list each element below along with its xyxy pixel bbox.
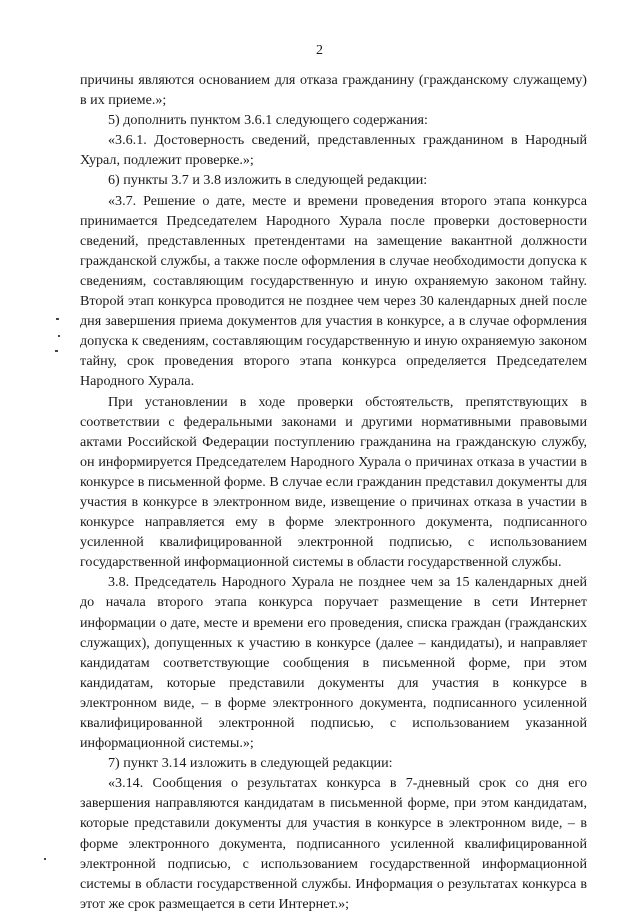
paragraph: 7) пункт 3.14 изложить в следующей редакции:: [108, 755, 393, 772]
paragraph: причины являются основанием для отказа гражданину (гражданскому служащему) в их приеме.»;: [80, 72, 587, 109]
document-body: [80, 70, 587, 914]
scan-mark: [44, 858, 46, 860]
scan-mark: [55, 350, 58, 352]
paragraph: 3.8. Председатель Народного Хурала не позднее чем за 15 календарных дней до начала второго этапа конкурса поручает размещение в сети Интернет информации о дате, месте и времени его проведения, списка граждан (гражданских служащих), допущенных к участию в конкурсе (далее – кандидаты), и направляет кандидатам соответствующие сообщения в письменной форме, при этом кандидатам, которые представили документы для участия в конкурсе в электронном виде, – в форме электронного документа, подписанного усиленной квалифицированной электронной подписью, с использованием указанной информационной системы.»;: [80, 574, 587, 752]
scan-mark: [58, 335, 60, 337]
paragraph: «3.7. Решение о дате, месте и времени проведения второго этапа конкурса принимается Председателем Народного Хурала после проверки достоверности сведений, представленных претендентами на замещение вакантной должности гражданской службы, а также после оформления в случае необходимости допуска к сведениям, составляющим государственную и иную охраняемую законом тайну. Второй этап конкурса проводится не позднее чем через 30 календарных дней после дня завершения приема документов для участия в конкурсе, а в случае оформления допуска к сведениям, составляющим государственную и иную охраняемую законом тайну, срок проведения второго этапа конкурса определяется Председателем Народного Хурала.: [80, 192, 587, 390]
paragraph: 5) дополнить пунктом 3.6.1 следующего содержания:: [108, 112, 428, 129]
paragraph: При установлении в ходе проверки обстоятельств, препятствующих в соответствии с федеральными законами и другими нормативными правовыми актами Российской Федерации поступлению гражданина на гражданскую службу, он информируется Председателем Народного Хурала о причинах отказа в участии в конкурсе в письменной форме. В случае если гражданин представил документы для участия в конкурсе в электронном виде, извещение о причинах отказа в участии в конкурсе направляется ему в форме электронного документа, подписанного усиленной квалифицированной электронной подписью, с использованием государственной информационной системы в области государственной службы.: [80, 393, 587, 571]
scan-mark: [56, 318, 59, 320]
paragraph: 6) пункты 3.7 и 3.8 изложить в следующей редакции:: [108, 172, 428, 189]
paragraph: «3.14. Сообщения о результатах конкурса в 7-дневный срок со дня его завершения направляются кандидатам в письменной форме, при этом кандидатам, которые представили документы для участия в конкурсе в электронном виде, – в форме электронного документа, подписанного усиленной квалифицированной электронной подписью, с использованием государственной информационной системы в области государственной службы. Информация о результатах конкурса в этот же срок размещается в сети Интернет.»;: [80, 775, 587, 912]
page-number: 2: [316, 43, 323, 58]
paragraph: «3.6.1. Достоверность сведений, представленных гражданином в Народный Хурал, подлежит проверке.»;: [80, 132, 587, 169]
